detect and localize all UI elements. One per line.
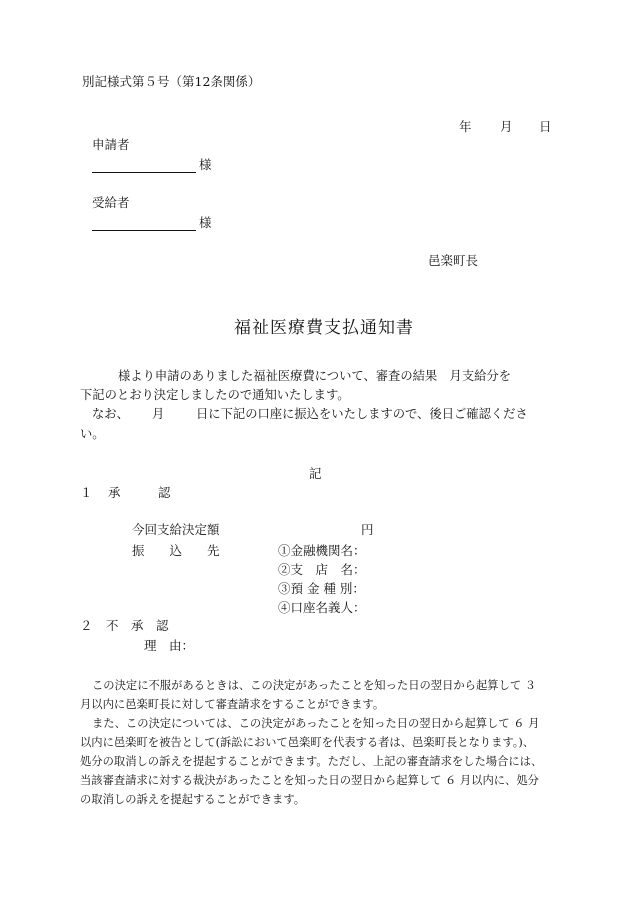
notice-p2-line1: また、この決定については、この決定があったことを知った日の翌日から起算して ６ 月: [92, 717, 540, 730]
notice-p2-line4: 当該審査請求に対する裁決があったことを知った日の翌日から起算して ６ 月以内に、処分: [80, 774, 539, 787]
applicant-honorific: 様: [199, 157, 212, 172]
body-line-3-rest: 日に下記の口座に振込をいたしますので、後日ご確認くださ: [196, 407, 528, 421]
notice-p2-line2: 以内に邑楽町を被告として(訴訟において邑楽町を代表する者は、邑楽町長となります。)、: [80, 736, 535, 749]
recipient-name-blank[interactable]: [92, 230, 196, 231]
body-line-1: 様より申請のありました福祉医療費について、審査の結果 月支給分を: [118, 369, 512, 383]
recipient-label: 受給者: [92, 195, 130, 210]
account-holder-field: ④口座名義人：: [278, 600, 366, 615]
issuer: 邑楽町長: [428, 253, 479, 268]
body-line-3-month: 月: [152, 407, 165, 421]
section2-number: ２: [80, 618, 93, 633]
section1-number: １: [80, 485, 93, 500]
body-line-2: 下記のとおり決定しましたので通知いたします。: [80, 388, 350, 402]
account-type-field: ③預 金 種 別：: [278, 581, 365, 596]
body-line-4: い。: [80, 427, 105, 441]
bank-name-field: ①金融機関名：: [278, 543, 366, 558]
section1-heading: 承 認: [108, 485, 171, 500]
amount-label: 今回支給決定額: [132, 522, 220, 537]
notice-p2-line3: 処分の取消しの訴えを提起することができます。ただし、上記の審査請求をした場合には、: [80, 755, 543, 768]
notice-p1-line2: 月以内に邑楽町長に対して審査請求をすることができます。: [80, 698, 385, 711]
recipient-honorific: 様: [199, 215, 212, 230]
body-line-3-start: なお、: [92, 407, 129, 421]
section2-heading: 不 承 認: [106, 618, 169, 633]
form-number: 別記様式第５号（第12条関係）: [82, 74, 261, 89]
applicant-label: 申請者: [92, 137, 130, 152]
transfer-label: 振 込 先: [132, 543, 220, 558]
date-month-label: 月: [500, 119, 513, 134]
applicant-name-blank[interactable]: [92, 172, 196, 173]
notice-p1-line1: この決定に不服があるときは、この決定があったことを知った日の翌日から起算して ３: [92, 679, 537, 692]
reason-label: 理 由：: [144, 638, 195, 653]
amount-unit: 円: [361, 522, 374, 537]
date-year-label: 年: [459, 119, 472, 134]
ki-heading: 記: [309, 466, 322, 481]
branch-name-field: ②支 店 名：: [278, 562, 366, 577]
date-day-label: 日: [539, 119, 552, 134]
page-title: 福祉医療費支払通知書: [234, 318, 414, 338]
notice-p2-line5: の取消しの訴えを提起することができます。: [80, 793, 306, 806]
